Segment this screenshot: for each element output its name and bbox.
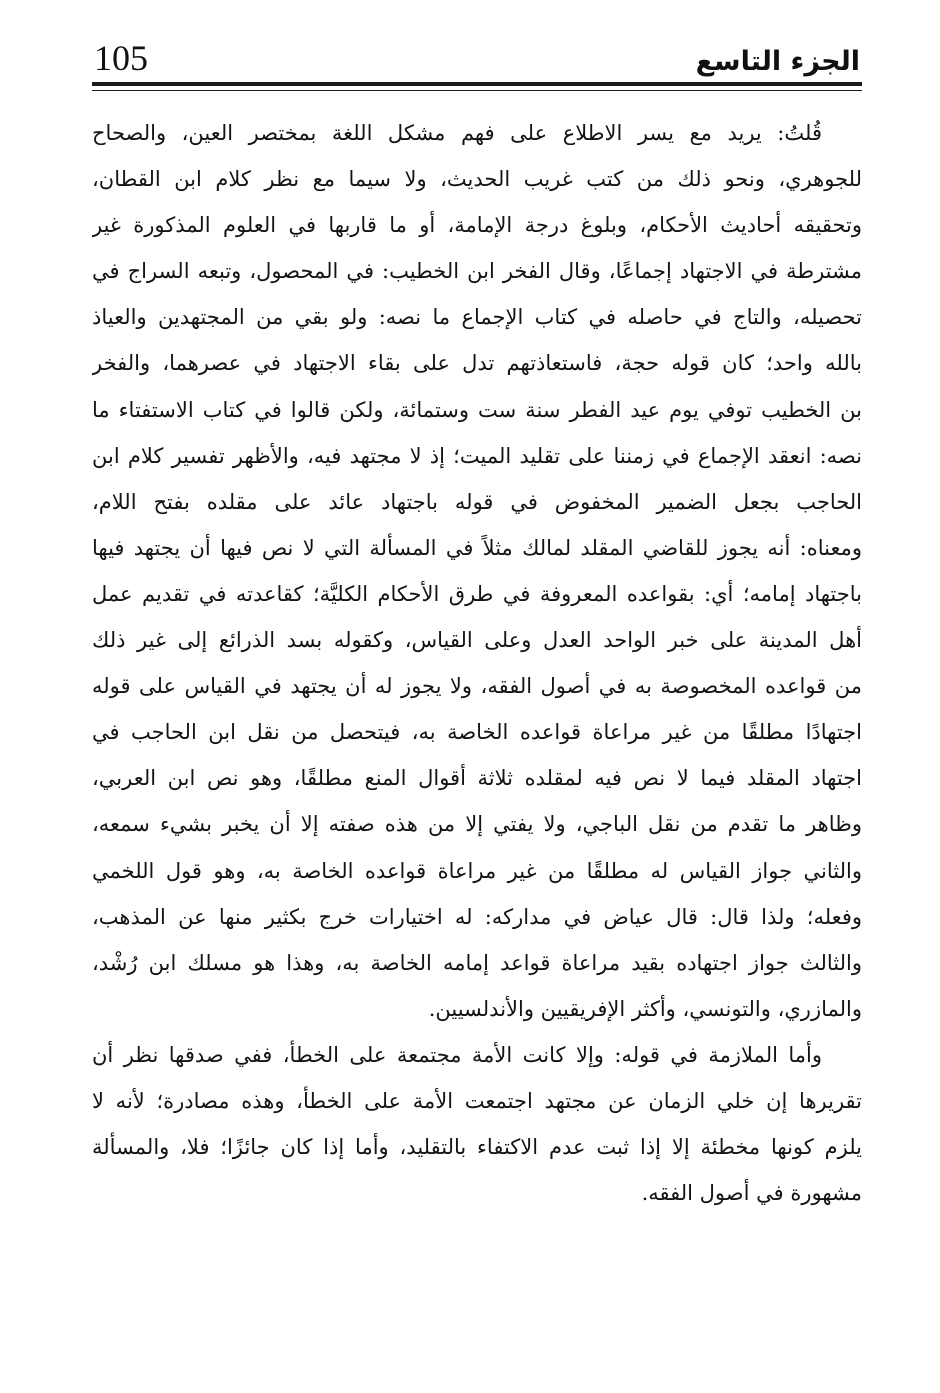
text-line: بالله واحد؛ كان قوله حجة، فاستعاذتهم تدل على بقاء الاجتهاد في عصرهما، والفخر [92, 351, 862, 376]
text-line: والمازري، والتونسي، وأكثر الإفريقيين والأندلسيين. [428, 996, 862, 1021]
page-number: 105 [94, 38, 148, 78]
header-rule-thin [92, 90, 862, 91]
text-line: وتحقيقه أحاديث الأحكام، وبلوغ درجة الإمامة، أو ما قاربها في العلوم المذكورة غير [92, 213, 862, 238]
text-line: وظاهر ما تقدم من نقل الباجي، ولا يفتي إلا من هذه صفته إلا أن يخبر بشيء سمعه، [92, 812, 862, 837]
text-line: تحصيله، والتاج في حاصله في كتاب الإجماع ما نصه: ولو بقي من المجتهدين والعياذ [92, 305, 862, 330]
text-line: مشترطة في الاجتهاد إجماعًا، وقال الفخر ابن الخطيب: في المحصول، وتبعه السراج في [92, 259, 862, 284]
text-line: يلزم كونها مخطئة إلا إذا ثبت عدم الاكتفاء بالتقليد، وأما إذا كان جائزًا؛ فلا، والمسألة [92, 1135, 862, 1160]
text-line: أهل المدينة على خبر الواحد العدل وعلى القياس، وكقوله بسد الذرائع إلى غير ذلك [92, 628, 862, 653]
text-line: نصه: انعقد الإجماع في زمننا على تقليد الميت؛ إذ لا مجتهد فيه، والأظهر تفسير كلام ابن [92, 443, 862, 468]
header-rule-thick [92, 82, 862, 86]
body-text [92, 110, 862, 1216]
text-line: وفعله؛ ولذا قال: قال عياض في مداركه: له اختيارات خرج بكثير منها عن المذهب، [92, 904, 862, 929]
text-line: من قواعده المخصوصة به في أصول الفقه، ولا يجوز له أن يجتهد في القياس على قوله [92, 674, 862, 699]
text-line: باجتهاد إمامه؛ أي: بقواعده المعروفة في طرق الأحكام الكليَّة؛ كقاعدته في تقديم عمل [92, 581, 862, 606]
text-line: اجتهاد المقلد فيما لا نص فيه لمقلده ثلاثة أقوال المنع مطلقًا، وهو نص ابن العربي، [92, 766, 862, 791]
running-title: الجزء التاسع [695, 46, 860, 77]
text-line: للجوهري، ونحو ذلك من كتب غريب الحديث، ولا سيما مع نظر كلام ابن القطان، [92, 167, 862, 192]
text-line: والثاني جواز القياس له مطلقًا من غير مراعاة قواعده الخاصة به، وهو قول اللخمي [92, 858, 862, 883]
text-line: اجتهادًا مطلقًا من غير مراعاة قواعده الخاصة به، فيتحصل من نقل ابن الحاجب في [92, 720, 862, 745]
text-line: قُلتُ: يريد مع يسر الاطلاع على فهم مشكل اللغة بمختصر العين، والصحاح [92, 121, 822, 145]
text-line: تقريرها إن خلي الزمان عن مجتهد اجتمعت الأمة على الخطأ، وهذه مصادرة؛ لأنه لا [92, 1088, 862, 1113]
text-line: ومعناه: أنه يجوز للقاضي المقلد لمالك مثلاً في المسألة التي لا نص فيها أن يجتهد فيها [92, 535, 862, 560]
paragraph [92, 110, 862, 1032]
text-line: الحاجب بجعل الضمير المخفوض في قوله باجتهاد عائد على مقلده بفتح اللام، [92, 489, 862, 514]
text-line: وأما الملازمة في قوله: وإلا كانت الأمة مجتمعة على الخطأ، ففي صدقها نظر أن [92, 1042, 822, 1067]
paragraph [92, 1032, 862, 1216]
text-line: بن الخطيب توفي يوم عيد الفطر سنة ست وستمائة، ولكن قالوا في كتاب الاستفتاء ما [92, 397, 862, 422]
text-line: مشهورة في أصول الفقه. [641, 1181, 862, 1206]
text-line: والثالث جواز اجتهاده بقيد مراعاة قواعد إمامه الخاصة به، وهذا هو مسلك ابن رُشْد، [92, 950, 862, 975]
